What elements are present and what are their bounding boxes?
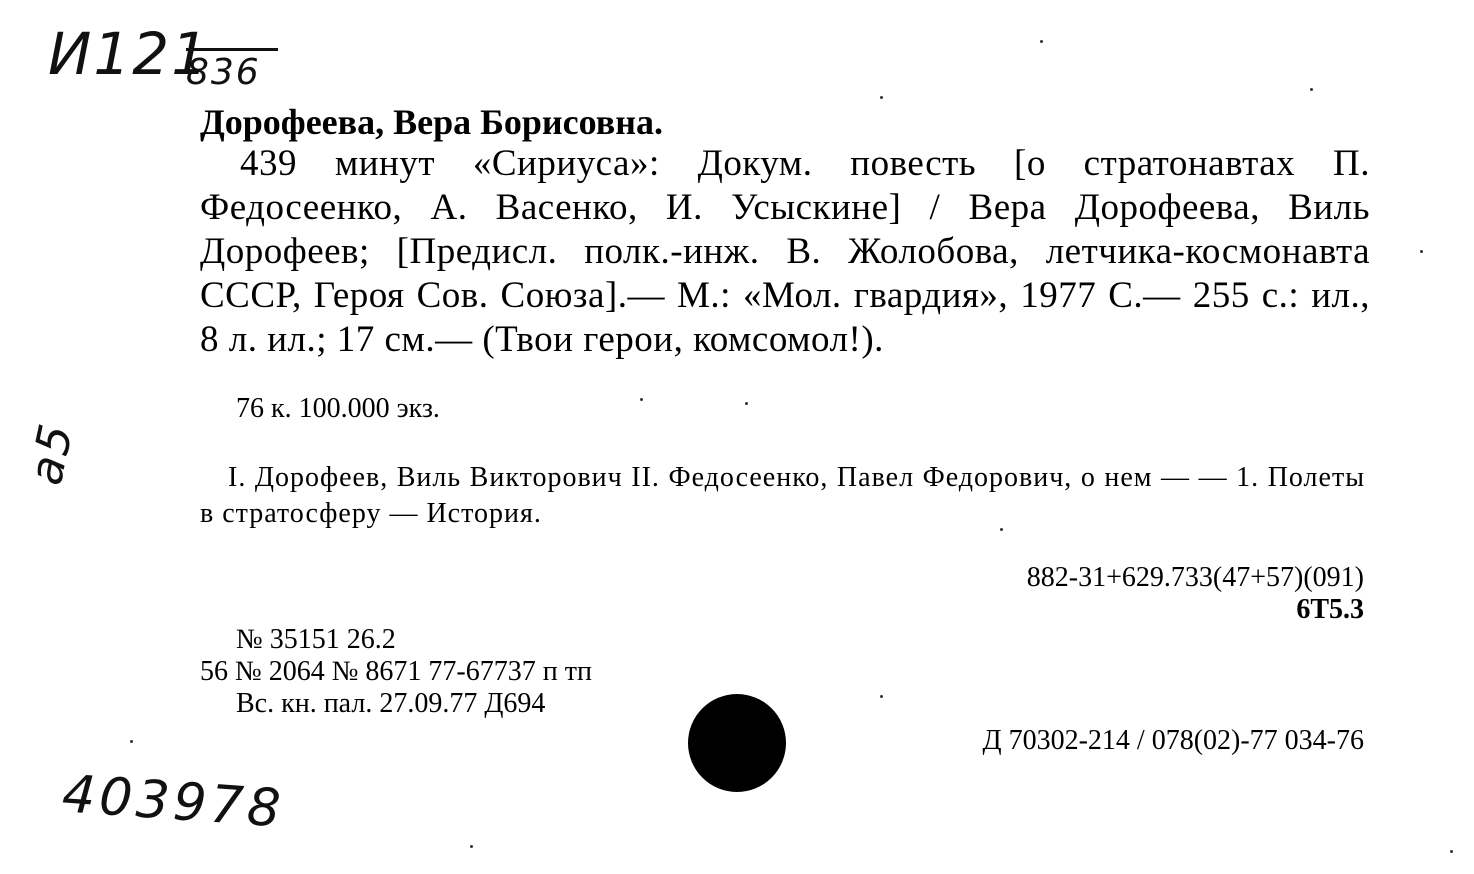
scan-speck — [1310, 88, 1313, 91]
handwritten-shelfmark-sub: 836 — [186, 48, 278, 93]
scan-speck — [1450, 850, 1453, 853]
handwritten-shelfmark: И121 — [48, 20, 211, 88]
bottom-line-2: 56 № 2064 № 8671 77-67737 п тп — [200, 656, 592, 687]
scan-speck — [130, 740, 133, 743]
udc-index: 882-31+629.733(47+57)(091) — [1026, 562, 1364, 593]
scan-speck — [1040, 40, 1043, 43]
bbk-index: 6Т5.3 — [1296, 594, 1364, 625]
record-body: 439 минут «Сириуса»: Докум. повесть [о стратонавтах П. Федосеенко, А. Васенко, И. Усыскине] / Вера Дорофеева, Виль Дорофеев; [Предисл. полк.-инж. В. Жолобова, летчика-космонавта СССР, Героя Сов. Союза].— М.: «Мол. гвардия», 1977 С.— 255 с.: ил., 8 л. ил.; 17 см.— (Твои герои, комсомол!). — [200, 143, 1370, 360]
record-heading: Дорофеева, Вера Борисовна. — [200, 102, 663, 142]
bottom-info — [200, 624, 592, 720]
scan-speck — [1420, 250, 1423, 253]
scan-speck — [880, 695, 883, 698]
handwritten-side-mark: а5 — [18, 417, 84, 490]
scan-speck — [640, 398, 643, 401]
handwritten-inventory-number: 403978 — [60, 764, 287, 840]
scan-speck — [880, 96, 883, 99]
publisher-code: Д 70302-214 / 078(02)-77 034-76 — [982, 725, 1364, 756]
bottom-line-3: Вс. кн. пал. 27.09.77 Д694 — [236, 688, 546, 719]
punch-hole — [688, 694, 786, 792]
scan-speck — [1000, 528, 1003, 531]
bottom-line-1: № 35151 26.2 — [236, 624, 396, 655]
scan-speck — [745, 402, 748, 405]
record-tracings: I. Дорофеев, Виль Викторович II. Федосеенко, Павел Федорович, о нем — — 1. Полеты в стратосферу — История. — [200, 462, 1365, 529]
scan-speck — [470, 845, 473, 848]
classification-block — [1027, 562, 1364, 626]
record-price: 76 к. 100.000 экз. — [236, 393, 440, 424]
